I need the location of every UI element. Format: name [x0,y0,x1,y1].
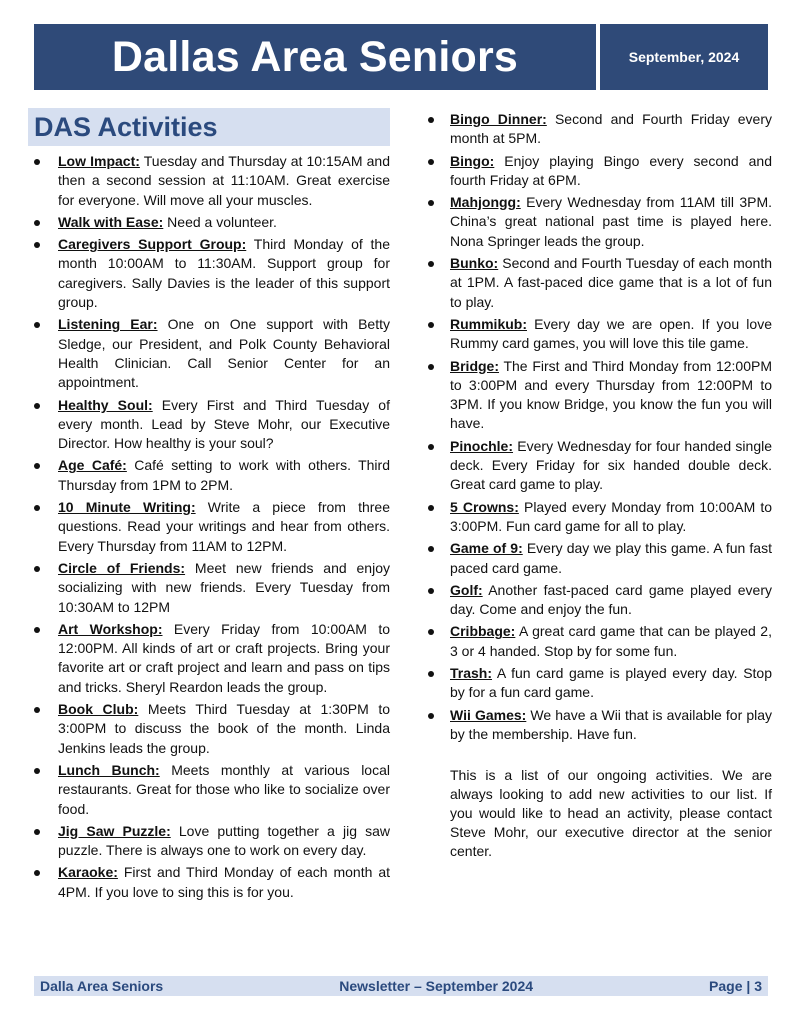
activity-name: Bridge: [450,357,499,374]
activity-item [28,761,390,819]
bullet-icon [34,566,40,572]
activity-name: Rummikub: [450,315,527,332]
activity-item [28,559,390,617]
bullet-icon [34,463,40,469]
activity-name: Karaoke: [58,864,118,881]
activity-item [422,622,772,661]
bullet-icon [428,444,434,450]
activity-item [28,315,390,392]
activity-item [28,152,390,210]
activity-description: Enjoy playing Bingo every second and fourth Friday at 6PM. [450,152,772,188]
footer-page-number: Page | 3 [709,978,762,994]
bullet-icon [34,707,40,713]
activity-item [422,357,772,434]
section-title: DAS Activities [28,108,390,146]
activity-name: Caregivers Support Group: [58,236,247,253]
activity-item [28,396,390,454]
activity-description: Every Wednesday for four handed single deck. Every Friday for six handed double deck. Great card game to play. [450,437,772,493]
activity-item [422,193,772,251]
activity-item [28,822,390,861]
footer-newsletter: Newsletter – September 2024 [339,978,534,994]
activity-name: Bunko: [450,255,499,272]
activity-item [28,863,390,902]
activity-description: A fun card game is played every day. Stop by for a fun card game. [450,665,772,701]
bullet-icon [428,364,434,370]
bullet-icon [34,768,40,774]
bullet-icon [34,870,40,876]
activity-item [28,456,390,495]
bullet-icon [428,322,434,328]
newsletter-title: Dallas Area Seniors [34,24,596,90]
activity-item [422,664,772,703]
activity-name: Mahjongg: [450,194,521,211]
newsletter-header [34,24,768,90]
bullet-icon [428,671,434,677]
bullet-icon [428,200,434,206]
activity-item [422,706,772,745]
activity-name: Bingo: [450,152,495,169]
activity-description: Café setting to work with others. Third Thursday from 1PM to 2PM. [58,457,390,493]
activity-item [28,620,390,697]
activity-name: Circle of Friends: [58,559,186,576]
activity-name: Age Café: [58,457,127,474]
bullet-icon [428,117,434,123]
activity-description: Second and Fourth Tuesday of each month at 1PM. A fast-paced dice game that is a lot of fun to play. [450,255,772,310]
bullet-icon [428,505,434,511]
activity-name: Game of 9: [450,540,523,557]
right-column [422,110,772,861]
bullet-icon [428,713,434,719]
bullet-icon [34,220,40,226]
activity-description: The First and Third Monday from 12:00PM to 3:00PM and every Thursday from 12:00PM to 3PM. If you know Bridge, you know the fun you will have. [450,357,772,432]
bullet-icon [428,261,434,267]
activity-description: Meet new friends and enjoy socializing with new friends. Every Tuesday from 10:30AM to 12PM [58,559,390,615]
activity-name: Art Workshop: [58,620,163,637]
activity-description: Meets Third Tuesday at 1:30PM to 3:00PM to discuss the book of the month. Linda Jenkins leads the group. [58,701,390,756]
activity-name: Pinochle: [450,437,514,454]
page-footer [34,976,768,996]
activity-description: First and Third Monday of each month at 4PM. If you love to sing this is for you. [58,864,390,900]
activity-description: Every day we are open. If you love Rummy card games, you will love this tile game. [450,315,772,352]
activity-item [28,700,390,758]
activity-name: Bingo Dinner: [450,111,547,127]
activity-description: A great card game that can be played 2, 3 or 4 handed. Stop by for some fun. [450,623,772,659]
activity-name: Trash: [450,665,493,682]
bullet-icon [428,546,434,552]
activity-description: Third Monday of the month 10:00AM to 11:30AM. Support group for caregivers. Sally Davies is the leader of this support group. [58,236,390,311]
activity-description: Another fast-paced card game played every day. Come and enjoy the fun. [450,581,772,618]
closing-note: This is a list of our ongoing activities. We are always looking to add new activities to our list. If you would like to head an activity, please contact Steve Mohr, our executive director at the senior center. [450,767,772,860]
activity-description: Second and Fourth Friday every month at 5PM. [450,111,772,147]
activity-item [422,315,772,354]
activity-description: One on One support with Betty Sledge, our President, and Polk County Behavioral Health Clinician. Call Senior Center for an appointment. [58,316,390,391]
bullet-icon [34,627,40,633]
activity-item [422,539,772,578]
bullet-icon [34,403,40,409]
activity-item [422,254,772,312]
issue-date: September, 2024 [600,24,768,90]
bullet-icon [34,159,40,165]
activity-item [28,498,390,556]
activity-item [422,152,772,191]
activity-description: Played every Monday from 10:00AM to 3:00PM. Fun card game for all to play. [450,498,772,534]
activity-description: Every day we play this game. A fun fast paced card game. [450,540,772,576]
activity-item [422,498,772,537]
activity-name: Walk with Ease: [58,213,164,230]
activity-name: Golf: [450,581,483,598]
activity-description: Every Friday from 10:00AM to 12:00PM. All kinds of art or craft projects. Bring your favorite art or craft project and learn and pass on tips and tricks. Sheryl Reardon leads the group. [58,620,390,695]
activity-item [422,581,772,620]
bullet-icon [34,829,40,835]
activity-description: Love putting together a jig saw puzzle. There is always one to work on every day. [58,822,391,859]
activity-name: Lunch Bunch: [58,761,160,778]
bullet-icon [428,588,434,594]
activity-name: 5 Crowns: [450,498,519,515]
activity-description: Need a volunteer. [163,213,277,230]
activity-description: Tuesday and Thursday at 10:15AM and then a second session at 11:10AM. Great exercise for everyone. Will move all your muscles. [58,153,390,208]
activity-description: Every First and Third Tuesday of every month. Lead by Steve Mohr, our Executive Director. How healthy is your soul? [58,396,390,452]
activity-list-right [422,110,772,744]
activity-description: Meets monthly at various local restaurants. Great for those who like to socialize over food. [58,761,390,817]
bullet-icon [428,159,434,165]
activity-name: Book Club: [58,701,139,718]
activity-item [422,110,772,149]
activity-item [28,213,390,232]
activity-description: Every Wednesday from 11AM till 3PM. China’s great national past time is played here. Nona Springer leads the group. [450,194,772,249]
activity-item [422,437,772,495]
bullet-icon [428,629,434,635]
activity-name: Low Impact: [58,153,140,169]
activity-name: Listening Ear: [58,316,158,333]
bullet-icon [34,505,40,511]
left-column [28,108,390,905]
activity-description: Write a piece from three questions. Read your writings and hear from others. Every Thursday from 11AM to 12PM. [58,499,390,554]
bullet-icon [34,242,40,248]
activity-name: Wii Games: [450,706,527,723]
activity-name: Cribbage: [450,623,516,640]
activity-item [28,235,390,312]
activity-description: We have a Wii that is available for play by the membership. Have fun. [450,706,773,742]
activity-name: 10 Minute Writing: [58,499,196,516]
activity-name: Jig Saw Puzzle: [58,822,171,839]
activity-list-left [28,152,390,902]
activity-name: Healthy Soul: [58,396,153,413]
bullet-icon [34,322,40,328]
footer-organization: Dalla Area Seniors [40,978,164,994]
